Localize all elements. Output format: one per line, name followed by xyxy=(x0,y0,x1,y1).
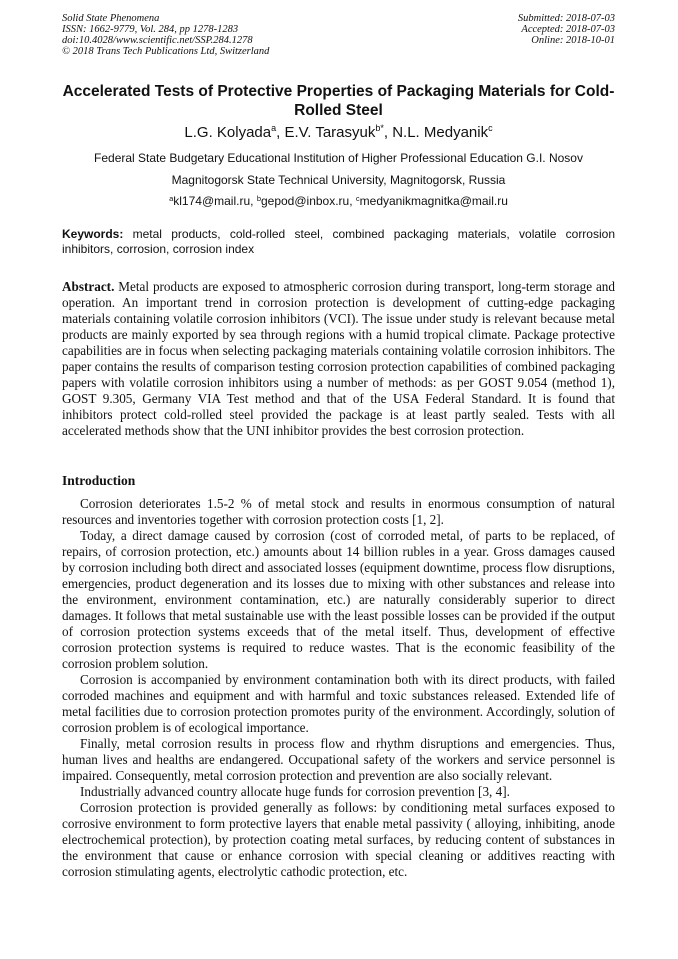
affiliation-line-1: Federal State Budgetary Educational Institution of Higher Professional Education G.I. Nosov xyxy=(94,151,583,165)
author-separator: , xyxy=(383,124,393,141)
author-emails xyxy=(62,194,615,208)
email-address[interactable]: kl174@mail.ru xyxy=(173,194,251,208)
abstract xyxy=(62,279,615,439)
author-affil-mark: b* xyxy=(375,123,384,133)
paragraph: Corrosion protection is provided generally as follows: by conditioning metal surfaces exposed to corrosive environment to form protective layers that enable metal passivity ( alloying, inhibiting, anode electrochemical protection), by protection coating metal surfaces, by reducing content of substances in the environment that cause or enhance corrosion with special cleaning or additives reacting with corrosion stimulating agents, electrolytic cathodic protection, etc. xyxy=(62,800,615,879)
submitted-date: Submitted: 2018-07-03 xyxy=(517,13,615,24)
journal-info xyxy=(62,13,269,57)
email-address[interactable]: gepod@inbox.ru xyxy=(260,194,350,208)
email-separator: , xyxy=(349,194,356,208)
email-mark: c xyxy=(355,194,360,203)
email-mark: a xyxy=(169,194,174,203)
author-affil-mark: c xyxy=(488,123,493,133)
keywords xyxy=(62,227,615,257)
paragraph: Corrosion deteriorates 1.5-2 % of metal stock and results in enormous consumption of natural resources and inventories together with corrosion protection costs [1, 2]. xyxy=(62,496,615,527)
paragraph: Today, a direct damage caused by corrosion (cost of corroded metal, of parts to be replaced, of repairs, of corrosion protection, etc.) amounts about 14 billion rubles in a year. Gross damages caused by corrosion including both direct and associated losses (equipment downtime, process flow disruptions, emergencies, product degeneration and its losses due to mixing with other substances and release into the environment, environment contamination, etc.) are naturally considerably superior to direct damages. It follows that metal sustainable use with the least possible losses can be provided if the output of corrosion protection systems exceeds that of the metal itself. Thus, development of effective corrosion protection systems is required to reduce wastes. That is the economic feasibility of the corrosion problem solution. xyxy=(62,528,615,671)
author-affil-mark: a xyxy=(271,123,277,133)
author-list xyxy=(62,124,615,142)
paper-title: Accelerated Tests of Protective Properties of Packaging Materials for Cold-Rolled Steel xyxy=(62,83,615,119)
online-date: Online: 2018-10-01 xyxy=(531,35,615,46)
journal-doi: doi:10.4028/www.scientific.net/SSP.284.1278 xyxy=(62,35,253,46)
abstract-text: Metal products are exposed to atmospheric corrosion during transport, long-term storage and operation. An important trend in corrosion protection is development of cutting-edge packaging materials containing volatile corrosion inhibitors (VCI). The issue under study is relevant because metal products are mainly exported by sea through regions with a humid tropical climate. Package protective capabilities are in focus when selecting packaging materials containing volatile corrosion inhibitors. The paper contains the results of comparison testing corrosion protection capabilities of combined packaging papers with volatile corrosion inhibitors using a number of methods: as per GOST 9.054 (method 1), GOST 9.305, Germany VIA Test method and that of the USA Federal Standard. It is found that inhibitors protect cold-rolled steel provided the package is at least partly sealed. Tests with all accelerated methods show that the UNI inhibitor provides the best corrosion protection. xyxy=(62,279,615,438)
email-address[interactable]: medyanikmagnitka@mail.ru xyxy=(359,194,508,208)
journal-copyright: © 2018 Trans Tech Publications Ltd, Switzerland xyxy=(62,46,270,57)
paragraph: Corrosion is accompanied by environment contamination both with its direct products, with failed corroded machines and equipment and with harmful and toxic substances released. Extended life of metal facilities due to corrosion protection promotes purity of the environment. Accordingly, solution of corrosion problem is of ecological importance. xyxy=(62,672,615,735)
author-separator: , xyxy=(276,124,285,141)
submission-dates xyxy=(518,13,615,46)
author-name: L.G. Kolyada xyxy=(184,124,272,141)
author-name: N.L. Medyanik xyxy=(392,124,489,141)
abstract-label: Abstract. xyxy=(62,279,115,294)
paragraph: Industrially advanced country allocate huge funds for corrosion prevention [3, 4]. xyxy=(80,784,510,799)
journal-issn: ISSN: 1662-9779, Vol. 284, pp 1278-1283 xyxy=(62,24,239,35)
section-heading-introduction: Introduction xyxy=(62,473,136,488)
email-separator: , xyxy=(250,194,257,208)
keywords-text: metal products, cold-rolled steel, combined packaging materials, volatile corrosion inhibitors, corrosion, corrosion index xyxy=(62,227,615,256)
author-name: E.V. Tarasyuk xyxy=(284,124,376,141)
accepted-date: Accepted: 2018-07-03 xyxy=(521,24,615,35)
keywords-label: Keywords: xyxy=(62,227,124,241)
journal-name: Solid State Phenomena xyxy=(62,13,160,24)
introduction-body xyxy=(62,496,615,880)
affiliation-line-2: Magnitogorsk State Technical University, Magnitogorsk, Russia xyxy=(171,173,506,187)
email-mark: b xyxy=(256,194,261,203)
paragraph: Finally, metal corrosion results in process flow and rhythm disruptions and emergencies. Thus, human lives and healths are endangered. Occupational safety of the workers and service personnel is impaired. Consequently, metal corrosion protection and prevention are also socially relevant. xyxy=(62,736,615,783)
